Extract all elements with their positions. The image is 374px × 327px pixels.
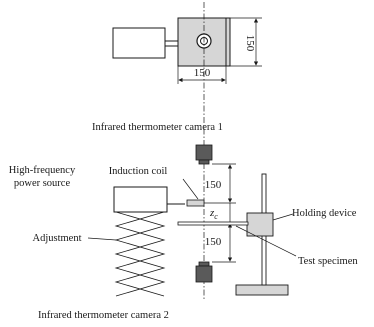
adjustment-leader <box>88 238 116 240</box>
camera-2-label: Infrared thermometer camera 2 <box>38 310 169 321</box>
camera-2-lens <box>199 262 209 266</box>
top-view-width-label: 150 <box>193 67 211 79</box>
top-view-height-label: 150 <box>244 34 256 52</box>
test-specimen <box>178 222 248 225</box>
scissor-left <box>116 212 164 296</box>
camera-1-label: Infrared thermometer camera 1 <box>92 122 223 133</box>
scissor-right <box>116 212 164 296</box>
power-source-box <box>114 187 167 212</box>
holding-device-leader <box>273 214 293 220</box>
power-source-label-2: power source <box>13 178 71 189</box>
adjustment-lift <box>116 212 164 296</box>
coil-leader <box>183 179 198 199</box>
adjustment-label: Adjustment <box>32 233 82 244</box>
camera-1-body <box>196 145 212 160</box>
coil-body <box>187 200 204 206</box>
test-specimen-label: Test specimen <box>298 256 358 267</box>
power-source-top-view <box>113 28 165 58</box>
vertical-dimensions <box>204 164 236 262</box>
camera-2-body <box>196 266 212 282</box>
induction-coil-label: Induction coil <box>108 166 168 177</box>
zc-symbol: z <box>210 207 215 219</box>
holding-device-label: Holding device <box>292 208 357 219</box>
camera-1-lens <box>199 160 209 164</box>
camera-1 <box>92 122 223 164</box>
zc-label <box>209 207 218 221</box>
power-source-label-1: High-frequency <box>8 165 76 176</box>
clamp-block <box>247 213 273 236</box>
stand-base <box>236 285 288 295</box>
dim-upper-label: 150 <box>204 179 222 191</box>
zc-subscript: c <box>214 212 218 221</box>
dim-lower-label: 150 <box>204 236 222 248</box>
top-view <box>113 18 262 84</box>
